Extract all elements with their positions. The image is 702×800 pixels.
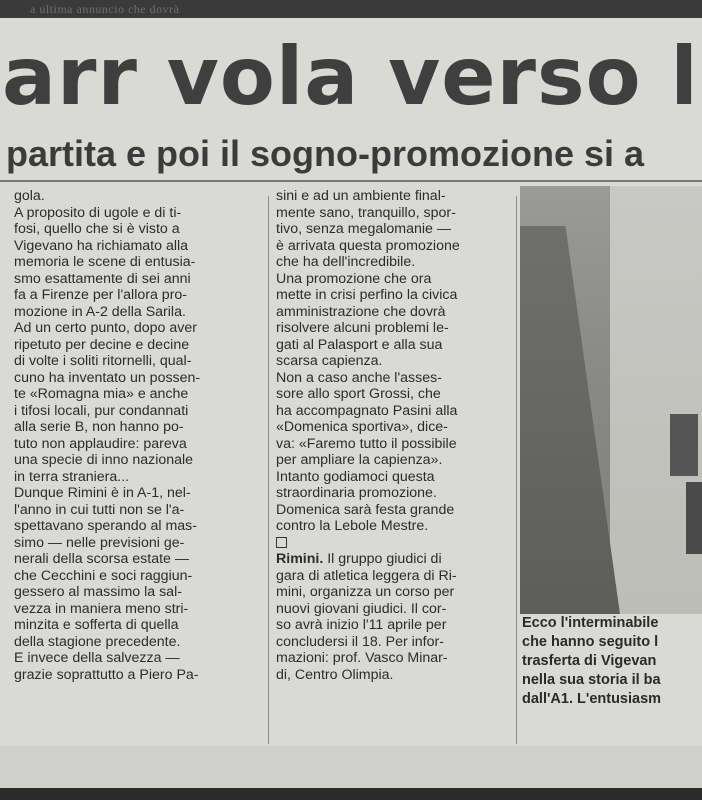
column-divider [268, 196, 269, 744]
text-line: che hanno seguito l [522, 634, 659, 650]
text-line: ripetuto per decine e decine [14, 336, 190, 353]
text-line: Vigevano ha richiamato alla [14, 237, 189, 254]
text-line: mini, organizza un corso per [276, 584, 455, 600]
text-line: risolvere alcuni problemi le- [276, 320, 449, 336]
text-line: «Domenica sportiva», dice- [276, 419, 448, 435]
text-line: mente sano, tranquillo, spor- [276, 204, 456, 221]
news-brief-lead: Rimini. [276, 551, 324, 567]
text-line: Dunque Rimini è in A-1, nel- [14, 485, 191, 501]
text-line: nuovi giovani giudici. Il cor- [276, 600, 447, 617]
text-line: sore allo sport Grossi, che [276, 386, 441, 402]
text-line: i tifosi locali, pur condannati [14, 402, 189, 419]
text-line: di volte i soliti ritornelli, qual- [14, 353, 192, 369]
text-line: so avrà inizio l'11 aprile per [276, 617, 447, 633]
photo-vehicle [686, 482, 702, 554]
text-line: amministrazione che dovrà [276, 303, 446, 320]
text-line: gessero al massimo la sal- [14, 584, 182, 600]
text-line: nerali della scorsa estate — [14, 551, 190, 567]
headline: arr vola verso l [2, 30, 699, 123]
text-line: vezza in maniera meno stri- [14, 600, 189, 617]
text-line: straordinaria promozione. [276, 485, 437, 501]
text-line: di, Centro Olimpia. [276, 666, 394, 683]
article-column-2 [276, 188, 521, 683]
text-line: scarsa capienza. [276, 353, 383, 369]
article-column-1 [14, 188, 264, 683]
text-line: A proposito di ugole e di ti- [14, 204, 182, 221]
text-line: memoria le scene di entusia- [14, 254, 196, 270]
text-line: che Cecchini e soci raggiun- [14, 567, 193, 584]
square-bullet-icon [276, 537, 287, 548]
text-line: gati al Palasport e alla sua [276, 336, 443, 353]
text-line: minzita e sofferta di quella [14, 617, 179, 633]
text-line: in terra straniera... [14, 468, 130, 485]
column-divider [516, 196, 517, 744]
text-line: sini e ad un ambiente final- [276, 188, 446, 204]
text-line: fosi, quello che si è visto a [14, 221, 180, 237]
text-line: fa a Firenze per l'allora pro- [14, 287, 188, 303]
text-line: smo esattamente di sei anni [14, 270, 191, 287]
news-brief-text: Il gruppo giudici di [323, 551, 442, 567]
text-line: simo — nelle previsioni ge- [14, 534, 185, 551]
text-line: Non a caso anche l'asses- [276, 369, 442, 386]
text-line: una specie di inno nazionale [14, 452, 194, 468]
text-line: Una promozione che ora [276, 270, 432, 287]
text-line: Ad un certo punto, dopo aver [14, 320, 197, 336]
text-line: Intanto godiamoci questa [276, 468, 435, 485]
text-line: l'anno in cui tutti non se l'a- [14, 501, 185, 518]
text-line: mazioni: prof. Vasco Minar- [276, 650, 448, 666]
text-line: della stagione precedente. [14, 633, 181, 650]
text-line: grazie soprattutto a Piero Pa- [14, 666, 199, 683]
text-line: concludersi il 18. Per infor- [276, 633, 444, 650]
text-line: dall'A1. L'entusiasm [522, 691, 662, 707]
text-line: E invece della salvezza — [14, 650, 180, 666]
photo-vehicle [670, 414, 698, 476]
text-line: cuno ha inventato un possen- [14, 369, 201, 386]
photo-verge [520, 226, 620, 614]
text-line: mette in crisi perfino la civica [276, 287, 458, 303]
text-line: gola. [14, 188, 45, 204]
section-separator [276, 535, 521, 552]
text-line: che ha dell'incredibile. [276, 254, 416, 270]
text-line: tivo, senza megalomanie — [276, 221, 452, 237]
text-line: è arrivata questa promozione [276, 237, 460, 254]
text-line: nella sua storia il ba [522, 672, 661, 688]
text-line: Ecco l'interminabile [522, 615, 659, 631]
text-line: va: «Faremo tutto il possibile [276, 435, 457, 452]
photo-caption [522, 614, 661, 709]
photo-highway [520, 186, 702, 614]
text-line: gara di atletica leggera di Ri- [276, 567, 457, 584]
bleed-through-text: a ultima annuncio che dovrà [30, 2, 180, 16]
text-line: Domenica sarà festa grande [276, 501, 455, 518]
text-line: te «Romagna mia» e anche [14, 386, 189, 402]
text-line: contro la Lebole Mestre. [276, 518, 429, 534]
text-line: spettavano sperando al mas- [14, 518, 197, 534]
header-rule [0, 180, 702, 182]
text-line: tuto non applaudire: pareva [14, 435, 187, 452]
text-line: ha accompagnato Pasini alla [276, 402, 458, 419]
text-line: trasferta di Vigevan [522, 653, 657, 669]
subheadline: partita e poi il sogno-promozione si a [6, 133, 645, 174]
text-line: mozione in A-2 della Sarila. [14, 303, 186, 320]
text-line: alla serie B, non hanno po- [14, 419, 184, 435]
bottom-edge [0, 788, 702, 800]
text-line: per ampliare la capienza». [276, 452, 443, 468]
text-line [276, 551, 521, 568]
